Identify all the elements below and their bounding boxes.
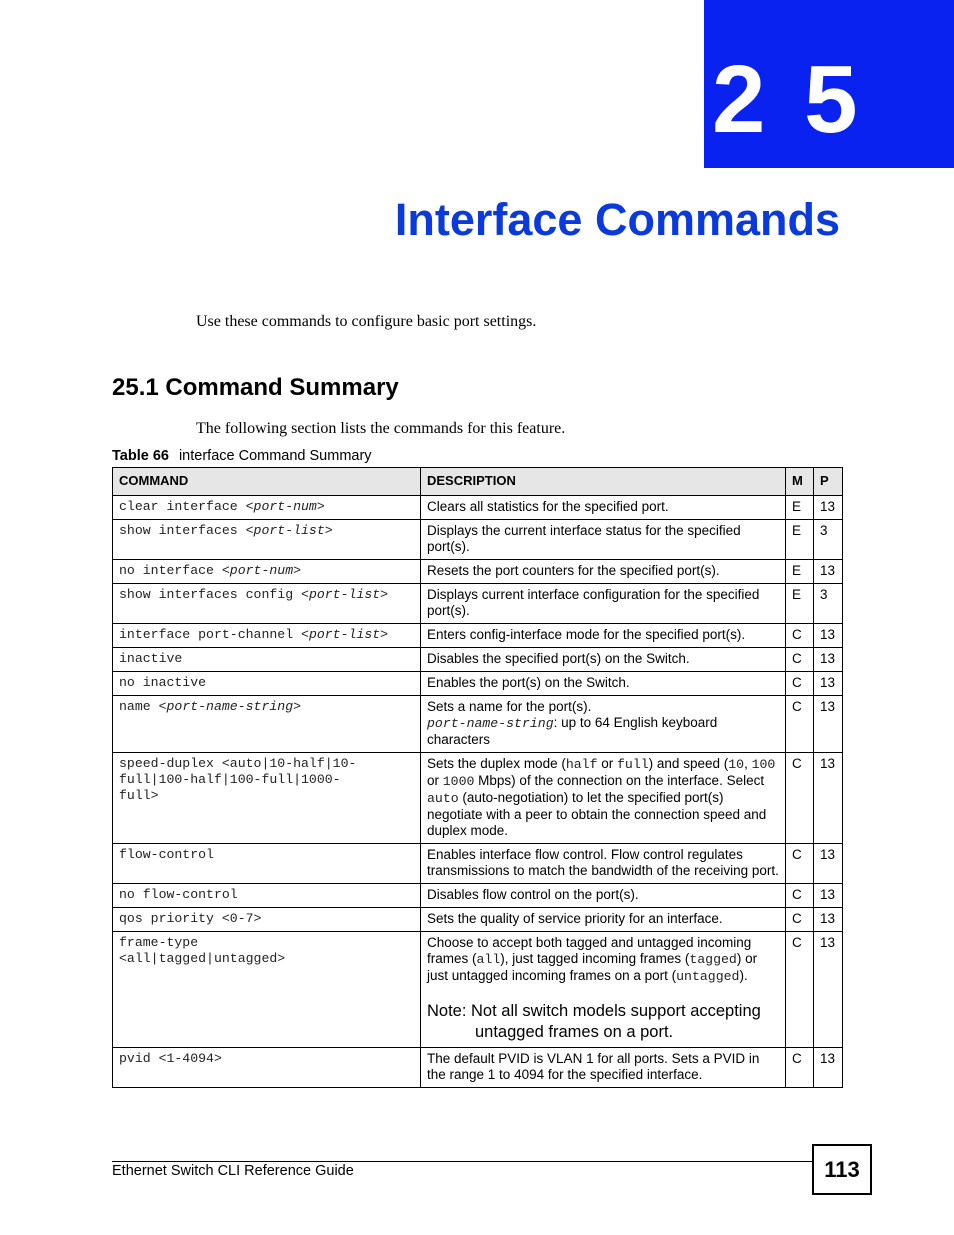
description-code: tagged [689,952,737,967]
command-cell [113,844,421,884]
command-cell [113,753,421,844]
description-text: Mbps) of the connection on the interface. Select [474,773,765,788]
mode-cell: E [786,520,814,560]
page-cell: 13 [814,696,843,753]
table-row [113,496,843,520]
command-text [119,699,415,715]
command-line: frame-type [119,935,199,950]
description-cell: Enables interface flow control. Flow control regulates transmissions to match the bandwidth of the receiving port. [421,844,786,884]
command-text: flow-control [119,847,214,862]
page-cell: 13 [814,932,843,1048]
command-argument: <port-name-string> [158,699,302,714]
page-cell: 13 [814,672,843,696]
page-cell: 13 [814,753,843,844]
command-cell [113,496,421,520]
command-cell [113,648,421,672]
command-cell [113,696,421,753]
page-cell: 13 [814,560,843,584]
command-keyword: show interfaces [119,523,246,538]
command-summary-table [112,467,843,1088]
description-cell: Sets the quality of service priority for an interface. [421,908,786,932]
description-text: Sets a name for the port(s). [427,699,592,714]
intro-paragraph: Use these commands to configure basic port settings. [196,313,537,330]
table-row [113,1048,843,1088]
mode-cell: E [786,584,814,624]
table-row [113,648,843,672]
command-cell [113,560,421,584]
command-cell [113,884,421,908]
command-argument: <port-num> [221,563,302,578]
command-keyword: no interface [119,563,222,578]
section-lead: The following section lists the commands for this feature. [196,420,566,437]
table-caption [112,446,372,466]
chapter-number: 2 5 [712,46,864,153]
description-cell: Displays the current interface status for the specified port(s). [421,520,786,560]
description-code: full [617,757,649,772]
command-text: no flow-control [119,887,238,902]
command-cell [113,672,421,696]
table-row [113,560,843,584]
page-cell: 13 [814,884,843,908]
command-keyword: name [119,699,159,714]
description-text: , [744,756,752,771]
description-cell: Disables the specified port(s) on the Switch. [421,648,786,672]
description-cell: Clears all statistics for the specified port. [421,496,786,520]
description-cell [421,932,786,1048]
mode-cell: E [786,496,814,520]
command-line: full|100-half|100-full|1000- [119,772,341,787]
command-text: pvid <1-4094> [119,1051,222,1066]
page-cell: 13 [814,496,843,520]
page-cell: 3 [814,520,843,560]
table-row [113,908,843,932]
page-cell: 13 [814,844,843,884]
mode-cell: C [786,844,814,884]
header-p: P [814,468,843,496]
table-row [113,753,843,844]
command-cell [113,584,421,624]
table-caption-label: Table 66 [112,448,169,464]
description-text: (auto-negotiation) to let the specified port(s) negotiate with a peer to obtain the connection speed and duplex mode. [427,790,767,838]
table-caption-text: interface Command Summary [178,448,372,464]
command-keyword: interface port-channel [119,627,302,642]
mode-cell: C [786,884,814,908]
command-line: speed-duplex <auto|10-half|10- [119,756,357,771]
description-text: ), just tagged incoming frames ( [500,951,690,966]
description-code: 10 [728,757,745,772]
description-cell: Enters config-interface mode for the specified port(s). [421,624,786,648]
footer-guide-title: Ethernet Switch CLI Reference Guide [112,1163,354,1179]
command-text [119,587,415,603]
description-text: : up to 64 English keyboard characters [427,715,718,747]
description-code: untagged [676,969,740,984]
description-text: ). [739,968,748,983]
mode-cell: C [786,648,814,672]
command-cell [113,908,421,932]
command-text: no inactive [119,675,207,690]
header-m: M [786,468,814,496]
mode-cell: C [786,908,814,932]
description-cell: Enables the port(s) on the Switch. [421,672,786,696]
table-row [113,932,843,1048]
description-cell: Disables flow control on the port(s). [421,884,786,908]
mode-cell: C [786,672,814,696]
command-cell [113,932,421,1048]
command-text [119,563,415,579]
description-text: Choose to accept both tagged and untagged incoming frames ( [427,935,752,966]
command-cell [113,624,421,648]
description-code: 100 [751,757,776,772]
description-text: ) and speed ( [648,756,729,771]
command-argument: <port-list> [301,587,389,602]
command-keyword: show interfaces config [119,587,302,602]
description-code: half [565,757,598,772]
page-cell: 13 [814,908,843,932]
mode-cell: E [786,560,814,584]
command-text: qos priority <0-7> [119,911,262,926]
command-argument: <port-list> [245,523,333,538]
page-cell: 13 [814,1048,843,1088]
description-cell: Displays current interface configuration for the specified port(s). [421,584,786,624]
table-header-row [113,468,843,496]
page-cell: 13 [814,624,843,648]
table-row [113,624,843,648]
table-row [113,672,843,696]
mode-cell: C [786,932,814,1048]
description-text: ) or just untagged incoming frames on a port ( [427,951,758,983]
command-line: <all|tagged|untagged> [119,951,286,966]
command-cell [113,520,421,560]
mode-cell: C [786,696,814,753]
table-row [113,520,843,560]
description-cell: The default PVID is VLAN 1 for all ports. Sets a PVID in the range 1 to 4094 for the specified interface. [421,1048,786,1088]
page-cell: 13 [814,648,843,672]
description-cell: Resets the port counters for the specified port(s). [421,560,786,584]
command-argument: <port-list> [301,627,389,642]
description-code: 1000 [442,774,475,789]
table-row [113,884,843,908]
table-row [113,696,843,753]
description-code: port-name-string [427,716,554,731]
page-number: 113 [812,1144,872,1195]
section-heading: 25.1 Command Summary [112,374,399,401]
description-text: or [427,773,443,788]
command-text [119,523,415,539]
mode-cell: C [786,624,814,648]
command-argument: <port-num> [245,499,325,514]
command-cell [113,1048,421,1088]
description-text: Sets the duplex mode ( [427,756,566,771]
header-description: DESCRIPTION [421,468,786,496]
command-text [119,499,415,515]
description-cell [421,753,786,844]
description-text: or [597,756,618,771]
command-keyword: clear interface [119,499,246,514]
note-text: Note: Not all switch models support accepting untagged frames on a port. [427,1002,761,1041]
table-row [113,584,843,624]
table-row [113,844,843,884]
command-line: full> [119,788,159,803]
description-code: all [476,952,501,967]
mode-cell: C [786,1048,814,1088]
command-text: inactive [119,651,183,666]
description-code: auto [427,791,459,806]
header-command: COMMAND [113,468,421,496]
command-text [119,627,415,643]
page-cell: 3 [814,584,843,624]
description-cell [421,696,786,753]
chapter-title: Interface Commands [394,194,840,245]
mode-cell: C [786,753,814,844]
